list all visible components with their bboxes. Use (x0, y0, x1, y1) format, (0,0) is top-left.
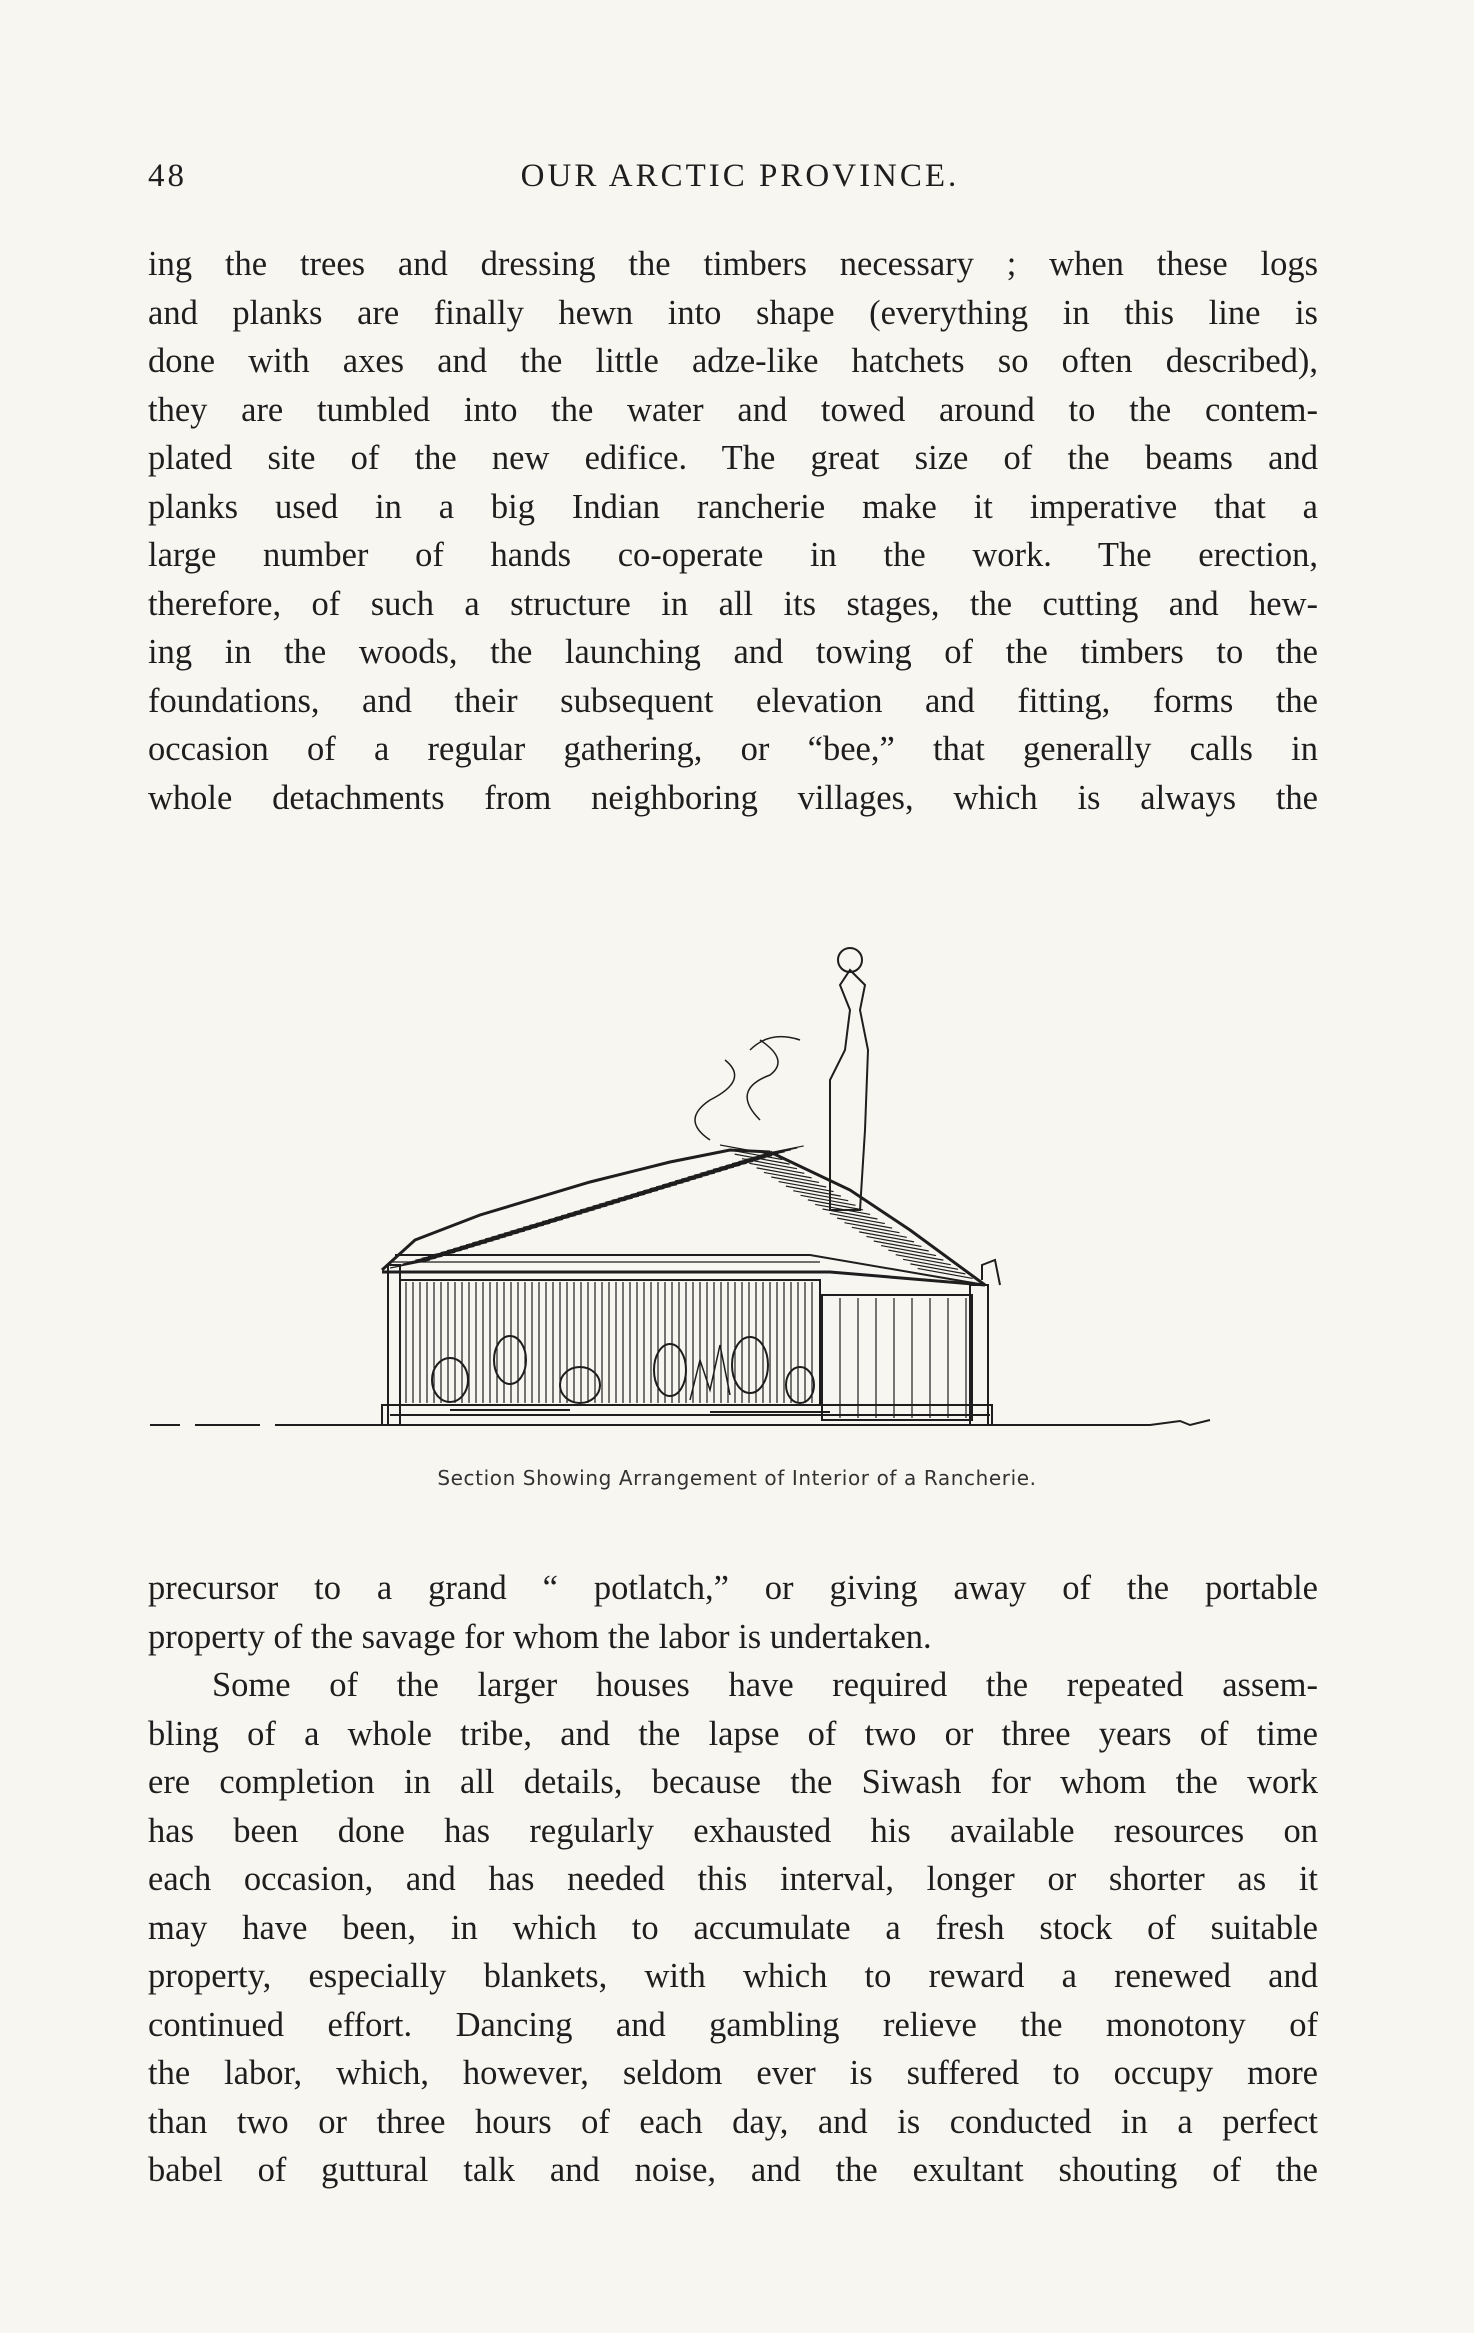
text-line: than two or three hours of each day, and is conducted in a perfect (148, 2102, 1318, 2141)
roof-shingle (707, 1163, 747, 1171)
roof-shingle (441, 1245, 481, 1253)
text-line: occasion of a regular gathering, or “bee,” that generally calls in (148, 730, 1318, 768)
roof-shingle (510, 1223, 550, 1231)
text-line: they are tumbled into the water and towed around to the contem- (148, 390, 1318, 429)
text-line: ere completion in all details, because the Siwash for whom the work (148, 1763, 1318, 1801)
text-line: and planks are finally hewn into shape (everything in this line is (148, 293, 1318, 332)
roof-shingle (624, 1188, 664, 1196)
text-line: property, especially blankets, with which to reward a renewed and (148, 1957, 1318, 1995)
roof-shingle (612, 1192, 652, 1200)
roof-shingle (466, 1237, 506, 1245)
text-line: large number of hands co-operate in the work. The erection, (148, 536, 1318, 574)
roof-shingle (694, 1167, 734, 1175)
text-line: planks used in a big Indian rancherie make it imperative that a (148, 487, 1318, 526)
roof-shingle (605, 1194, 645, 1202)
text-line: plated site of the new edifice. The great size of the beams and (148, 439, 1318, 477)
corner-post (982, 1260, 1000, 1285)
text-line: babel of guttural talk and noise, and the exultant shouting of the (148, 2151, 1318, 2189)
roof-shingle (637, 1185, 677, 1193)
interior-back-wall (400, 1280, 820, 1405)
roof-shingle (669, 1175, 709, 1183)
text-line: precursor to a grand “ potlatch,” or giving away of the portable (148, 1569, 1318, 1607)
roof-shingle (498, 1227, 538, 1235)
roof-shingle (529, 1217, 569, 1225)
text-line: ing the trees and dressing the timbers necessary ; when these logs (148, 245, 1318, 283)
roof-shingle (555, 1210, 595, 1218)
roof-shingle (650, 1181, 690, 1189)
fire (690, 1345, 730, 1400)
roof-shingle (618, 1190, 658, 1198)
roof-shingle (460, 1239, 500, 1247)
roof-shingle (447, 1243, 487, 1251)
text-line: Some of the larger houses have required the repeated assem- (212, 1666, 1318, 1704)
text-line: has been done has regularly exhausted his available resources on (148, 1811, 1318, 1850)
roof-shingle (593, 1198, 633, 1206)
roof-shingle (517, 1221, 557, 1229)
text-line: bling of a whole tribe, and the lapse of two or three years of time (148, 1714, 1318, 1753)
page-number: 48 (148, 158, 187, 194)
roof-shingle (536, 1216, 576, 1224)
rancherie-illustration (150, 890, 1330, 1450)
paragraph-top (148, 240, 1318, 822)
text-line: done with axes and the little adze-like hatchets so often described), (148, 342, 1318, 380)
roof-shingle (561, 1208, 601, 1216)
roof-shingle (681, 1171, 721, 1179)
roof-shingle (631, 1187, 671, 1195)
figure-caption: Section Showing Arrangement of Interior of a Rancherie. (437, 1466, 1037, 1490)
text-line: therefore, of such a structure in all its stages, the cutting and hew- (148, 584, 1318, 623)
text-line: foundations, and their subsequent elevation and fitting, forms the (148, 681, 1318, 720)
roof-shingle (656, 1179, 696, 1187)
text-line: ing in the woods, the launching and towing of the timbers to the (148, 633, 1318, 671)
roof-shingle (542, 1214, 582, 1222)
text-line: property of the savage for whom the labor is undertaken. (148, 1617, 932, 1656)
roof-shingle (415, 1252, 455, 1260)
roof-shingle (574, 1204, 614, 1212)
roof-shingle (700, 1165, 740, 1173)
roof-shingle (675, 1173, 715, 1181)
text-line: may have been, in which to accumulate a fresh stock of suitable (148, 1908, 1318, 1947)
roof-shingle (643, 1183, 683, 1191)
figure-on-roof (830, 948, 868, 1210)
roof-shingle (688, 1169, 728, 1177)
roof-shingle (434, 1246, 474, 1254)
roof-shingle (567, 1206, 607, 1214)
book-title: OUR ARCTIC PROVINCE. (520, 158, 960, 194)
roof-shingle (764, 1146, 804, 1154)
roof-shingle (504, 1225, 544, 1233)
roof-shingle (403, 1256, 443, 1264)
running-head (148, 158, 1332, 208)
roof-shingle (491, 1229, 531, 1237)
roof-shingle (580, 1202, 620, 1210)
roof-shingle (548, 1212, 588, 1220)
roof-shingle (586, 1200, 626, 1208)
text-line: each occasion, and has needed this interval, longer or shorter as it (148, 1860, 1318, 1898)
roof-shingle (662, 1177, 702, 1185)
roof-shingle (453, 1241, 493, 1249)
roof-shingle (472, 1235, 512, 1243)
roof-shingle (485, 1231, 525, 1239)
roof-shingle (713, 1161, 753, 1169)
roof-left (382, 1150, 770, 1270)
roof-shingle (479, 1233, 519, 1241)
smoke (695, 1037, 800, 1140)
gable-end-wall (822, 1295, 972, 1420)
house-left-wall (388, 1265, 400, 1425)
text-line: whole detachments from neighboring villages, which is always the (148, 778, 1318, 817)
text-line: continued effort. Dancing and gambling relieve the monotony of (148, 2005, 1318, 2044)
roof-shingle (523, 1219, 563, 1227)
paragraph-bottom (148, 1564, 1318, 2195)
text-line: the labor, which, however, seldom ever is suffered to occupy more (148, 2054, 1318, 2092)
roof-shingle (599, 1196, 639, 1204)
